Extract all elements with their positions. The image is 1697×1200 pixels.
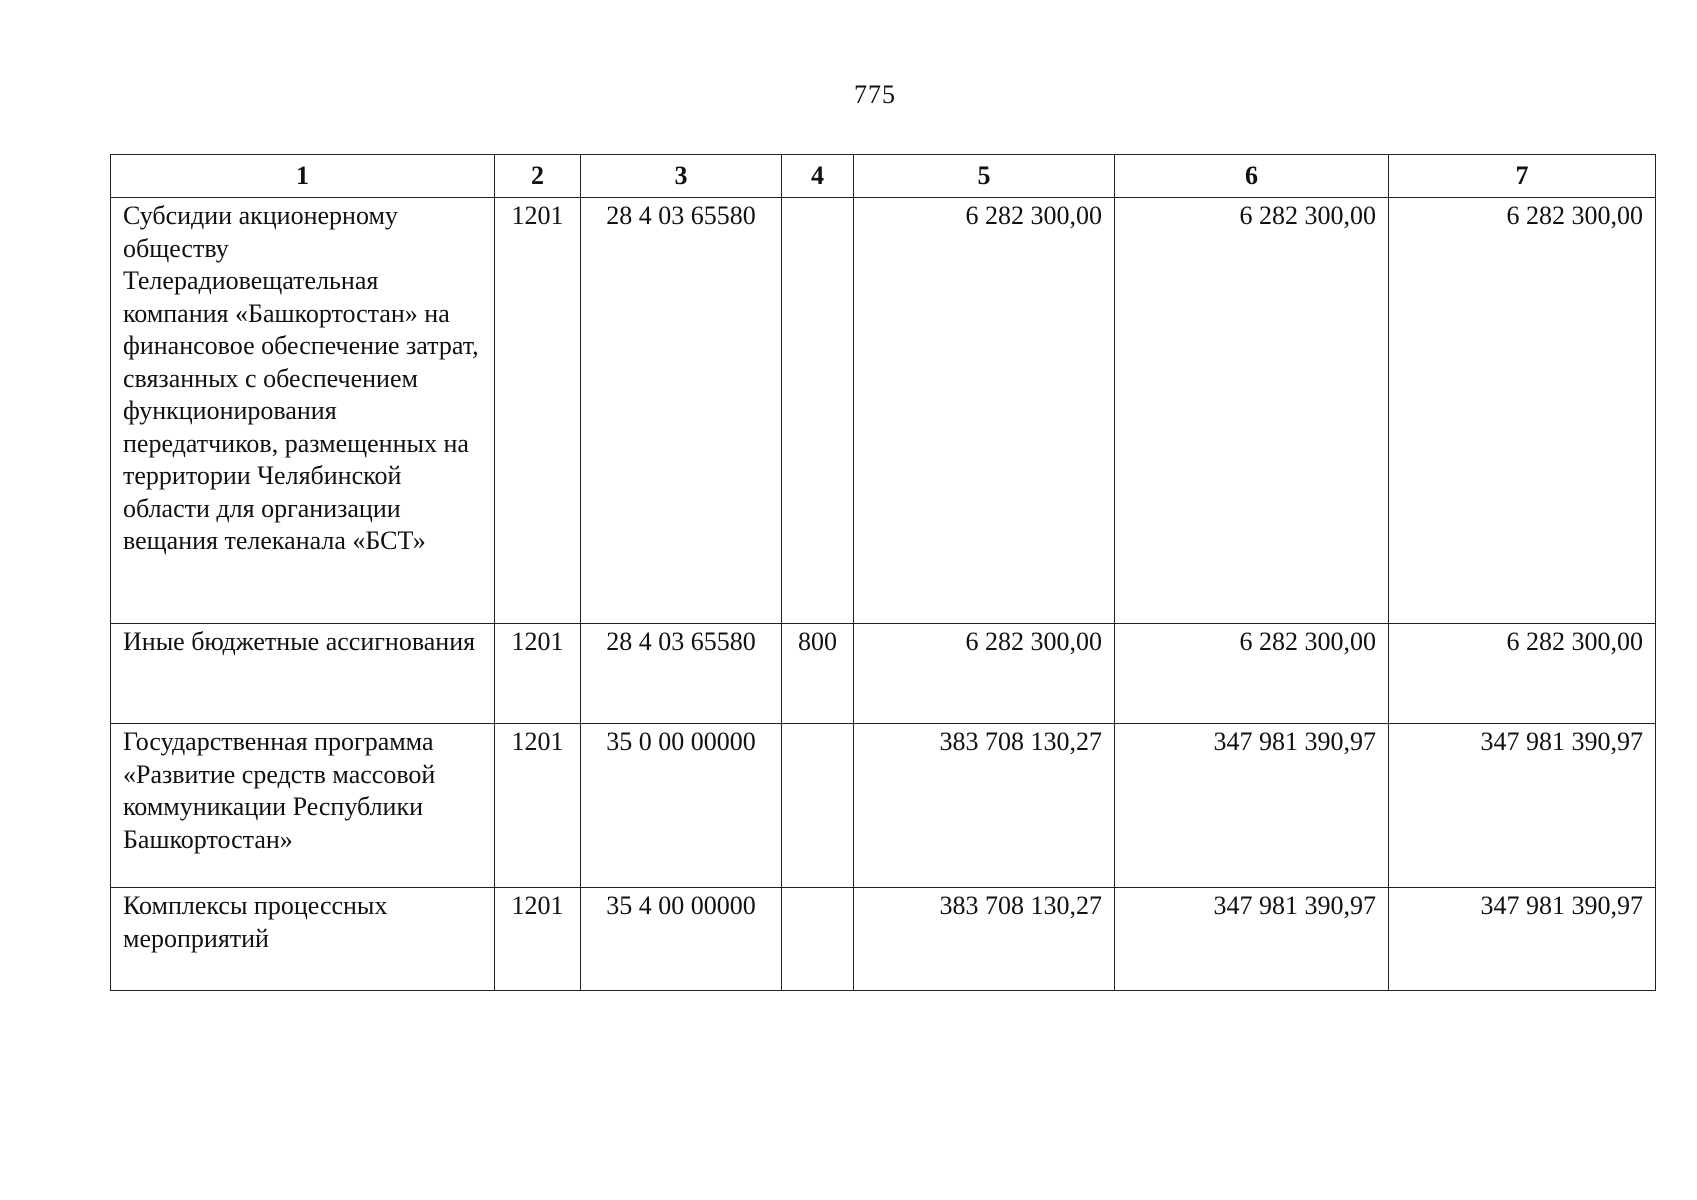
row-expense-type — [782, 724, 854, 888]
row-amount-1: 6 282 300,00 — [854, 198, 1115, 624]
row-section: 1201 — [495, 198, 581, 624]
table-row — [111, 624, 1656, 724]
row-amount-1: 6 282 300,00 — [854, 624, 1115, 724]
column-header-7: 7 — [1389, 155, 1656, 198]
header-row — [111, 155, 1656, 198]
row-target-article: 28 4 03 65580 — [581, 624, 782, 724]
row-target-article: 35 4 00 00000 — [581, 888, 782, 991]
row-amount-2: 6 282 300,00 — [1115, 198, 1389, 624]
row-amount-2: 347 981 390,97 — [1115, 724, 1389, 888]
column-header-1: 1 — [111, 155, 495, 198]
table-row — [111, 724, 1656, 888]
row-section: 1201 — [495, 888, 581, 991]
page-number: 775 — [854, 80, 896, 109]
row-name: Субсидии акционерному обществу Телерадиовещательная компания «Башкортостан» на финансовое обеспечение затрат, связанных с обеспечением функционирования передатчиков, размещенных на территории Челябинской области для организации вещания телеканала «БСТ» — [111, 198, 495, 624]
row-name: Иные бюджетные ассигнования — [111, 624, 495, 724]
row-amount-3: 347 981 390,97 — [1389, 888, 1656, 991]
row-section: 1201 — [495, 724, 581, 888]
row-expense-type — [782, 888, 854, 991]
row-amount-3: 6 282 300,00 — [1389, 198, 1656, 624]
column-header-6: 6 — [1115, 155, 1389, 198]
row-target-article: 35 0 00 00000 — [581, 724, 782, 888]
row-name: Комплексы процессных мероприятий — [111, 888, 495, 991]
row-expense-type — [782, 198, 854, 624]
column-header-5: 5 — [854, 155, 1115, 198]
table-row — [111, 198, 1656, 624]
table-row — [111, 888, 1656, 991]
row-amount-1: 383 708 130,27 — [854, 888, 1115, 991]
row-section: 1201 — [495, 624, 581, 724]
row-amount-3: 6 282 300,00 — [1389, 624, 1656, 724]
row-amount-2: 347 981 390,97 — [1115, 888, 1389, 991]
row-amount-1: 383 708 130,27 — [854, 724, 1115, 888]
row-amount-3: 347 981 390,97 — [1389, 724, 1656, 888]
column-header-4: 4 — [782, 155, 854, 198]
row-amount-2: 6 282 300,00 — [1115, 624, 1389, 724]
column-header-3: 3 — [581, 155, 782, 198]
row-target-article: 28 4 03 65580 — [581, 198, 782, 624]
budget-table — [110, 154, 1656, 991]
column-header-2: 2 — [495, 155, 581, 198]
row-name: Государственная программа «Развитие средств массовой коммуникации Республики Башкортостан» — [111, 724, 495, 888]
row-expense-type: 800 — [782, 624, 854, 724]
